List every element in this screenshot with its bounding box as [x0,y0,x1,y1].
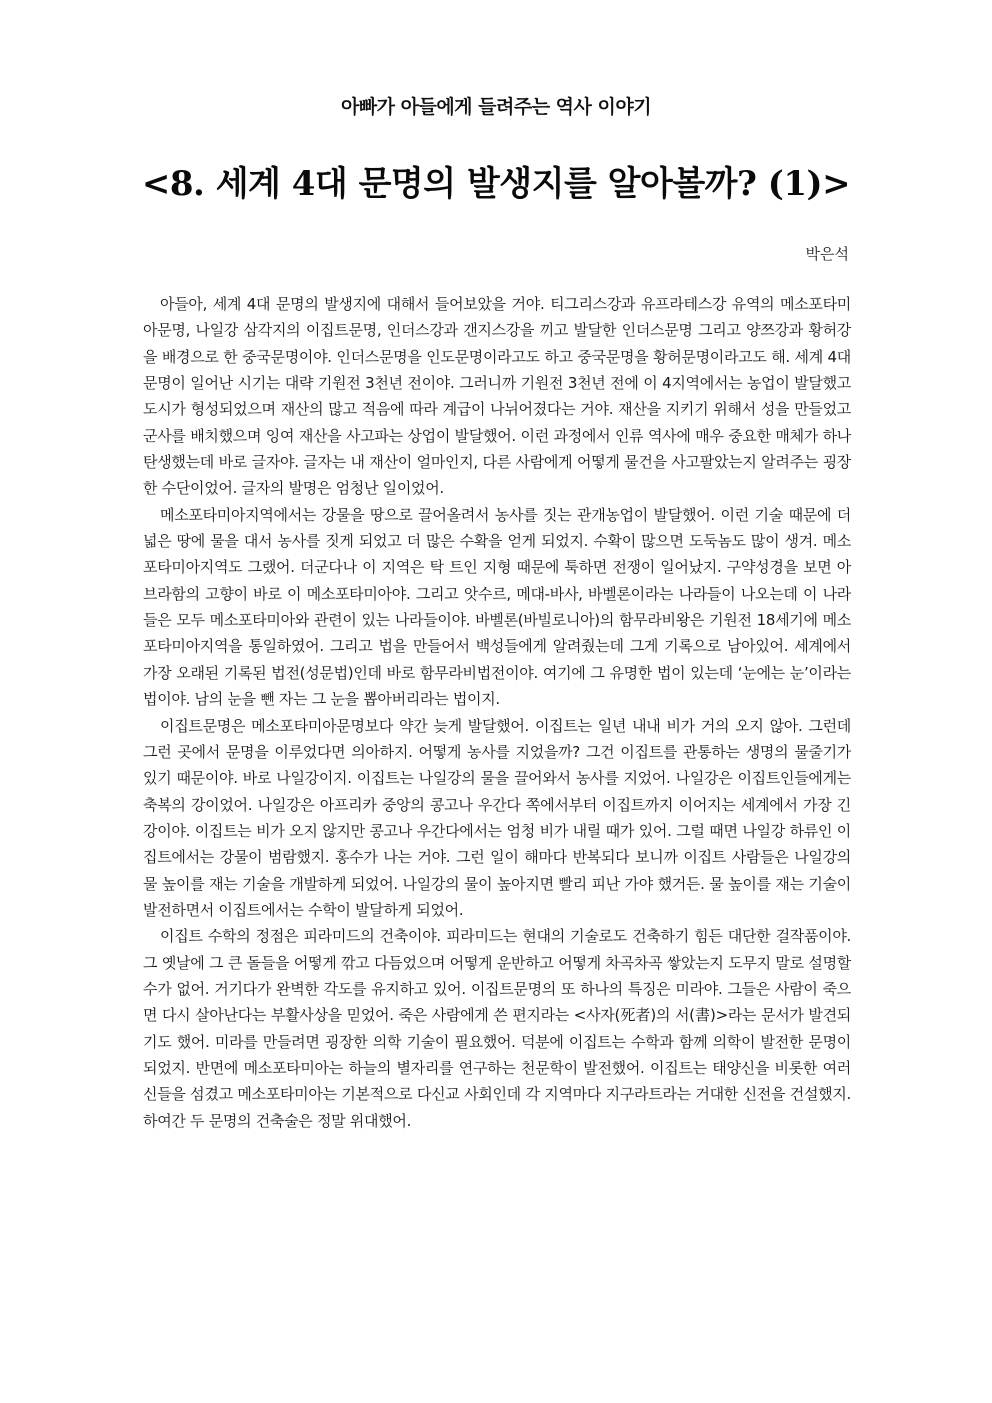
paragraph: 이집트 수학의 정점은 피라미드의 건축이야. 피라미드는 현대의 기술로도 건축하기 힘든 대단한 걸작품이야. 그 옛날에 그 큰 돌들을 어떻게 깎고 다듬었으며 어떻게 운반하고 어떻게 차곡차곡 쌓았는지 도무지 말로 설명할 수가 없어. 거기다가 완벽한 각도를 유지하고 있어. 이집트문명의 또 하나의 특징은 미라야. 그들은 사람이 죽으면 다시 살아난다는 부활사상을 믿었어. 죽은 사람에게 쓴 편지라는 <사자(死者)의 서(書)>라는 문서가 발견되기도 했어. 미라를 만들려면 굉장한 의학 기술이 필요했어. 덕분에 이집트는 수학과 함께 의학이 발전한 문명이 되었지. 반면에 메소포타미아는 하늘의 별자리를 연구하는 천문학이 발전했어. 이집트는 태양신을 비롯한 여러 신들을 섬겼고 메소포타미아는 기본적으로 다신교 사회인데 각 지역마다 지구라트라는 거대한 신전을 건설했지. 하여간 두 문명의 건축술은 정말 위대했어. [143,927,851,1130]
paragraph: 이집트문명은 메소포타미아문명보다 약간 늦게 발달했어. 이집트는 일년 내내 비가 거의 오지 않아. 그런데 그런 곳에서 문명을 이루었다면 의아하지. 어떻게 농사를 지었을까? 그건 이집트를 관통하는 생명의 물줄기가 있기 때문이야. 바로 나일강이지. 이집트는 나일강의 물을 끌어와서 농사를 지었어. 나일강은 이집트인들에게는 축복의 강이었어. 나일강은 아프리카 중앙의 콩고나 우간다 쪽에서부터 이집트까지 이어지는 세계에서 가장 긴 강이야. 이집트는 비가 오지 않지만 콩고나 우간다에서는 엄청 비가 내릴 때가 있어. 그럴 때면 나일강 하류인 이집트에서는 강물이 범람했지. 홍수가 나는 거야. 그런 일이 해마다 반복되다 보니까 이집트 사람들은 나일강의 물 높이를 재는 기술을 개발하게 되었어. 나일강의 물이 높아지면 빨리 피난 가야 했거든. 물 높이를 재는 기술이 발전하면서 이집트에서는 수학이 발달하게 되었어. [143,716,851,919]
page-title: <8. 세계 4대 문명의 발생지를 알아볼까? (1)> [141,164,851,204]
author-name: 박은석 [805,245,849,263]
series-title: 아빠가 아들에게 들려주는 역사 이야기 [340,96,652,118]
body-text [143,291,851,1134]
paragraph: 아들아, 세계 4대 문명의 발생지에 대해서 들어보았을 거야. 티그리스강과 유프라테스강 유역의 메소포타미아문명, 나일강 삼각지의 이집트문명, 인더스강과 갠지스강을 끼고 발달한 인더스문명 그리고 양쯔강과 황허강을 배경으로 한 중국문명이야. 인더스문명을 인도문명이라고도 하고 중국문명을 황허문명이라고도 해. 세계 4대 문명이 일어난 시기는 대략 기원전 3천년 전이야. 그러니까 기원전 3천년 전에 이 4지역에서는 농업이 발달했고 도시가 형성되었으며 재산의 많고 적음에 따라 계급이 나뉘어졌다는 거야. 재산을 지키기 위해서 성을 만들었고 군사를 배치했으며 잉여 재산을 사고파는 상업이 발달했어. 이런 과정에서 인류 역사에 매우 중요한 매체가 하나 탄생했는데 바로 글자야. 글자는 내 재산이 얼마인지, 다른 사람에게 어떻게 물건을 사고팔았는지 알려주는 굉장한 수단이었어. 글자의 발명은 엄청난 일이었어. [143,295,851,498]
paragraph: 메소포타미아지역에서는 강물을 땅으로 끌어올려서 농사를 짓는 관개농업이 발달했어. 이런 기술 때문에 더 넓은 땅에 물을 대서 농사를 짓게 되었고 더 많은 수확을 얻게 되었지. 수확이 많으면 도둑놈도 많이 생겨. 메소포타미아지역도 그랬어. 더군다나 이 지역은 탁 트인 지형 때문에 툭하면 전쟁이 일어났지. 구약성경을 보면 아브라함의 고향이 바로 이 메소포타미아야. 그리고 앗수르, 메대-바사, 바벨론이라는 나라들이 나오는데 이 나라들은 모두 메소포타미아와 관련이 있는 나라들이야. 바벨론(바빌로니아)의 함무라비왕은 기원전 18세기에 메소포타미아지역을 통일하였어. 그리고 법을 만들어서 백성들에게 알려줬는데 그게 기록으로 남아있어. 세계에서 가장 오래된 기록된 법전(성문법)인데 바로 함무라비법전이야. 여기에 그 유명한 법이 있는데 ‘눈에는 눈’이라는 법이야. 남의 눈을 뺀 자는 그 눈을 뽑아버리라는 법이지. [143,505,851,709]
